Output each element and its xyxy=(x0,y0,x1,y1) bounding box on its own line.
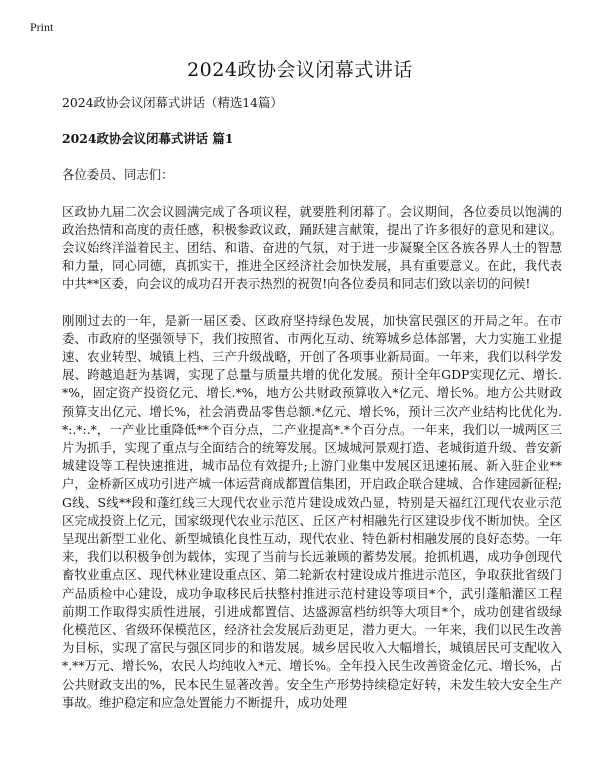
paragraph-2: 刚刚过去的一年，是新一届区委、区政府坚持绿色发展，加快富民强区的开局之年。在市委、市政府的坚强领导下，我们按照省、市两化互动、统筹城乡总体部署，大力实施工业提速、农业转型、城镇上档、三产升级战略，开创了各项事业新局面。一年来，我们以科学发展、跨越追赶为基调，实现了总量与质量共增的优化发展。预计全年GDP实现亿元、增长.*%，固定资产投资亿元、增长.*%，地方公共财政预算收入*亿元、增长%。地方公共财政预算支出亿元、增长%，社会消费品零售总额.*亿元、增长%，预计三次产业结构比优化为.*:.*:.*，一产业比重降低**个百分点，二产业提高*.*个百分点。一年来，我们以一城两区三片为抓手，实现了重点与全面结合的统筹发展。区城城河景观打造、老城街道升级、普安新城建设等工程快速推进，城市品位有效提升;上游门业集中发展区迅速拓展、新入驻企业**户，金桥新区成功引进产城一体运营商成都置信集团，开启政企联合建城、合作建园新征程;G线、S线**段和蓬红线三大现代农业示范片建设成效凸显，特别是天福红江现代农业示范区完成投资上亿元，国家级现代农业示范区、丘区产村相融先行区建设步伐不断加快。全区呈现出新型工业化、新型城镇化良性互动，现代农业、特色新村相融发展的良好态势。一年来，我们以积极争创为载体，实现了当前与长远兼顾的蓄势发展。抢抓机遇，成功争创现代畜牧业重点区、现代林业建设重点区、第二轮新农村建设成片推进示范区，争取获批省级门产品质检中心建设，成功争取移民后扶整村推进示范村建设等项目*个，武引蓬船灌区工程前期工作取得实质性进展，引进成都置信、达盛源富档纺织等大项目*个，成功创建省级绿化模范区、省级环保模范区，经济社会发展后劲更足，潜力更大。一年来，我们以民生改善为目标，实现了富民与强区同步的和谐发展。城乡居民收入大幅增长，城镇居民可支配收入*.**万元、增长%，农民人均纯收入*元、增长%。全年投入民生改善资金亿元、增长%，占公共财政支出的%，民本民生显著改善。安全生产形势持续稳定好转，未发生较大安全生产事故。维护稳定和应急处置能力不断提升，成功处理 xyxy=(62,312,562,710)
greeting: 各位委员、同志们： xyxy=(62,167,174,183)
section-heading: 2024政协会议闭幕式讲话 篇1 xyxy=(62,131,234,147)
paragraph-1: 区政协九届二次会议圆满完成了各项议程，就要胜利闭幕了。会议期间，各位委员以饱满的政治热情和高度的责任感，积极参政议政，踊跃建言献策，提出了许多很好的意见和建议。会议始终洋溢着民主、团结、和谐、奋进的气氛，对于进一步凝聚全区各族各界人士的智慧和力量，同心同德，真抓实干，推进全区经济社会加快发展，具有重要意义。在此，我代表中共**区委，向会议的成功召开表示热烈的祝贺!向各位委员和同志们致以亲切的问候! xyxy=(62,203,562,292)
document-body xyxy=(62,94,562,712)
document-subtitle: 2024政协会议闭幕式讲话（精选14篇） xyxy=(62,95,283,110)
print-label[interactable]: Print xyxy=(30,20,54,34)
document-title: 2024政协会议闭幕式讲话 xyxy=(187,59,413,81)
